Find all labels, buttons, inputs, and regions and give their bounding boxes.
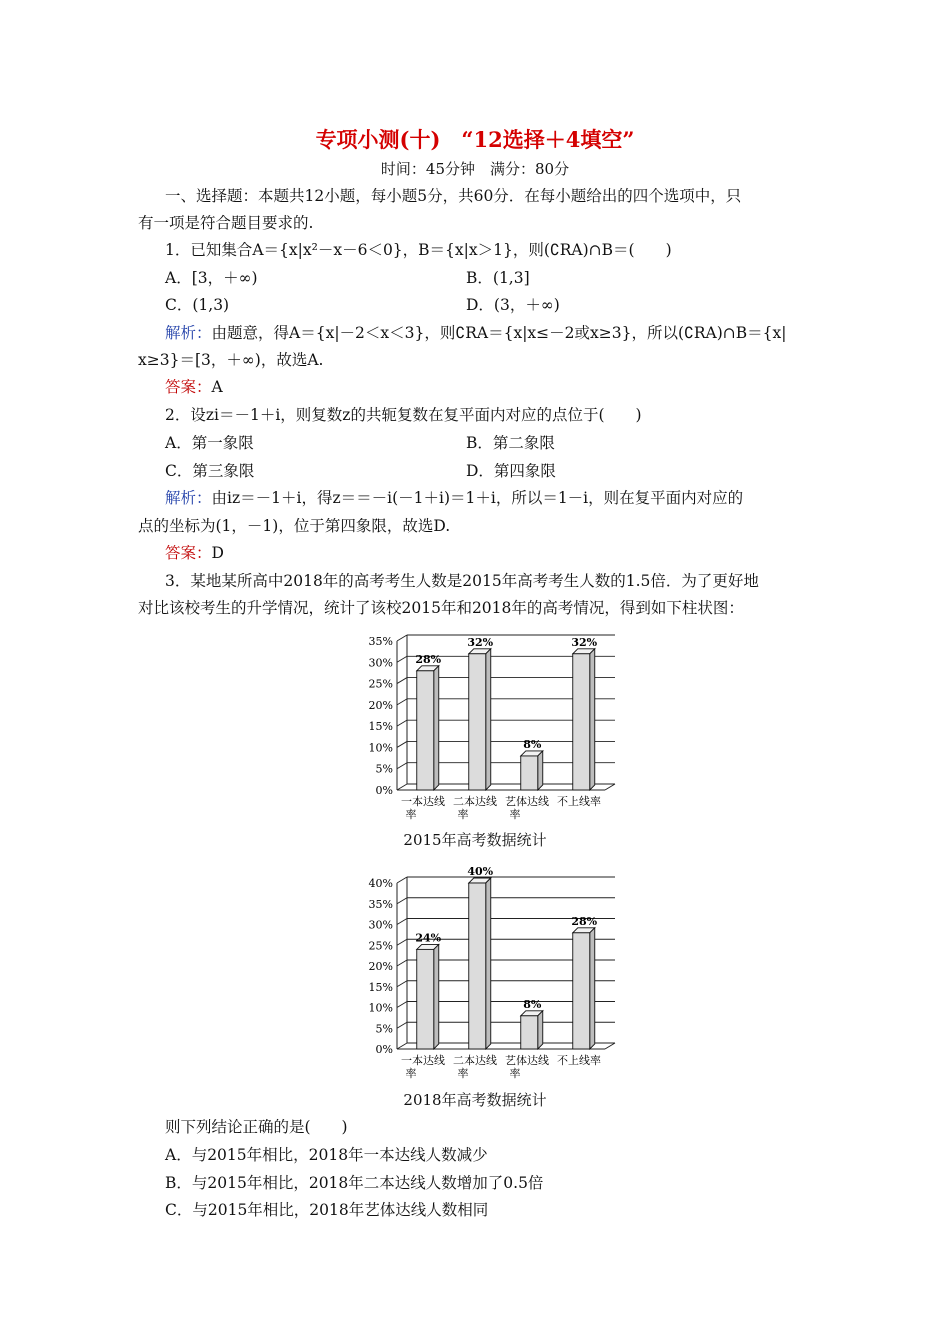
bar-value-label: 28% <box>571 914 598 928</box>
x-tick-label: 二本达线 <box>453 1054 497 1067</box>
y-tick-label: 5% <box>375 762 393 776</box>
y-tick-label: 30% <box>368 918 393 932</box>
bar-value-label: 40% <box>467 865 494 878</box>
answer-value: A <box>211 378 223 396</box>
q2-option-b: B．第二象限 <box>466 434 555 452</box>
analysis-text: 由iz＝－1＋i，得z＝＝－i(－1＋i)＝1＋i，所以＝1－i，则在复平面内对应的 <box>211 489 744 507</box>
section-heading-cont: 有一项是符合题目要求的. <box>138 214 314 232</box>
q1-option-c: C．(1,3) <box>165 296 230 314</box>
gridline-diagonal <box>397 981 407 987</box>
gridline-diagonal <box>397 678 407 684</box>
y-tick-label: 20% <box>368 960 393 973</box>
bar <box>521 756 538 790</box>
y-tick-label: 15% <box>368 980 393 994</box>
y-tick-label: 20% <box>368 698 393 712</box>
x-tick-label: 二本达线 <box>453 795 497 808</box>
bar-value-label: 28% <box>415 652 442 666</box>
q2-option-d: D．第四象限 <box>466 462 556 480</box>
gridline-diagonal <box>397 1022 407 1028</box>
q2-analysis-cont: 点的坐标为(1，－1)，位于第四象限，故选D. <box>138 517 451 535</box>
page-subtitle: 时间：45分钟 满分：80分 <box>380 160 570 178</box>
x-tick-label-cont: 率 <box>509 1067 521 1080</box>
x-tick-label-cont: 率 <box>509 808 521 821</box>
analysis-text: 由题意，得A＝{x|－2＜x＜3}，则∁RA＝{x|x≤－2或x≥3}，所以(∁RA)∩B＝{x| <box>211 324 787 342</box>
gridline-diagonal <box>397 699 407 705</box>
y-tick-label: 35% <box>368 635 393 648</box>
q1-option-d: D．(3，＋∞) <box>466 296 560 314</box>
x-tick-label-cont: 率 <box>405 808 417 821</box>
gridline-diagonal <box>397 898 407 904</box>
gridline-diagonal <box>397 939 407 945</box>
x-tick-label: 一本达线 <box>401 795 445 808</box>
y-tick-label: 0% <box>375 1043 393 1056</box>
bar-side <box>538 1011 543 1049</box>
bar <box>417 671 434 790</box>
y-tick-label: 5% <box>375 1022 393 1036</box>
gridline-diagonal <box>397 1002 407 1008</box>
y-tick-label: 0% <box>375 784 393 797</box>
bar-side <box>486 649 491 790</box>
x-tick-label: 一本达线 <box>401 1054 445 1067</box>
bar <box>573 654 590 790</box>
x-tick-label: 不上线率 <box>557 795 601 808</box>
y-tick-label: 25% <box>368 939 393 953</box>
q2-analysis <box>165 488 743 508</box>
q2-option-c: C．第三象限 <box>165 462 255 480</box>
q3-stem: 3．某地某所高中2018年的高考考生人数是2015年高考考生人数的1.5倍．为了更好地 <box>165 572 759 590</box>
y-tick-label: 25% <box>368 677 393 691</box>
q2-stem: 2．设zi＝－1＋i，则复数z的共轭复数在复平面内对应的点位于( ) <box>165 406 642 424</box>
q3-stem-cont: 对比该校考生的升学情况，统计了该校2015年和2018年的高考情况，得到如下柱状图： <box>138 599 744 617</box>
x-tick-label: 不上线率 <box>557 1054 601 1067</box>
x-tick-label: 艺体达线 <box>505 795 549 808</box>
bar <box>573 933 590 1049</box>
bar <box>417 949 434 1049</box>
bar-side <box>590 649 595 790</box>
gridline-diagonal <box>397 656 407 662</box>
gridline-diagonal <box>397 763 407 769</box>
bar <box>469 654 486 790</box>
q1-option-b: B．(1,3] <box>466 269 530 287</box>
x-tick-label-cont: 率 <box>405 1067 417 1080</box>
bar-side <box>590 928 595 1049</box>
y-tick-label: 10% <box>368 741 393 755</box>
analysis-label: 解析： <box>165 489 212 507</box>
y-tick-label: 10% <box>368 1001 393 1015</box>
q3-option-b: B．与2015年相比，2018年二本达线人数增加了0.5倍 <box>165 1174 544 1192</box>
bar-value-label: 32% <box>467 635 494 649</box>
gridline-diagonal <box>397 1043 407 1049</box>
q3-option-c: C．与2015年相比，2018年艺体达线人数相同 <box>165 1201 489 1219</box>
bar-value-label: 8% <box>523 737 542 751</box>
q1-analysis-cont: x≥3}＝[3，＋∞)，故选A. <box>138 351 324 369</box>
bar <box>469 883 486 1049</box>
q1-analysis <box>165 323 786 343</box>
x-tick-label: 艺体达线 <box>505 1054 549 1067</box>
chart-2015-caption: 2015年高考数据统计 <box>403 831 547 849</box>
chart-2018-caption: 2018年高考数据统计 <box>403 1091 547 1109</box>
gridline-diagonal <box>397 720 407 726</box>
bar-side <box>486 878 491 1049</box>
answer-label: 答案： <box>165 378 212 396</box>
bar-side <box>434 666 439 790</box>
y-tick-label: 30% <box>368 656 393 670</box>
gridline-diagonal <box>397 960 407 966</box>
gridline-diagonal <box>397 635 407 641</box>
x-axis-edge <box>605 1043 615 1049</box>
bar-value-label: 32% <box>571 635 598 649</box>
page-title: 专项小测(十) “12选择＋4填空” <box>315 127 635 152</box>
x-axis-edge <box>605 784 615 790</box>
bar-value-label: 24% <box>415 931 442 945</box>
y-tick-label: 40% <box>368 877 393 890</box>
answer-label: 答案： <box>165 544 212 562</box>
answer-value: D <box>211 544 224 562</box>
analysis-label: 解析： <box>165 324 212 342</box>
bar-side <box>538 751 543 790</box>
bar-value-label: 8% <box>523 997 542 1011</box>
bar <box>521 1016 538 1049</box>
gridline-diagonal <box>397 877 407 883</box>
q3-question: 则下列结论正确的是( ) <box>165 1118 348 1136</box>
gridline-diagonal <box>397 741 407 747</box>
gridline-diagonal <box>397 784 407 790</box>
bar-side <box>434 944 439 1049</box>
q1-option-a: A．[3，＋∞) <box>165 269 258 287</box>
q3-option-a: A．与2015年相比，2018年一本达线人数减少 <box>165 1146 488 1164</box>
section-heading: 一、选择题：本题共12小题，每小题5分，共60分．在每小题给出的四个选项中，只 <box>165 187 742 205</box>
gridline-diagonal <box>397 919 407 925</box>
q2-answer <box>165 543 224 563</box>
x-tick-label-cont: 率 <box>457 1067 469 1080</box>
x-tick-label-cont: 率 <box>457 808 469 821</box>
y-tick-label: 35% <box>368 897 393 911</box>
bar-chart-2018 <box>355 853 625 1085</box>
bar-chart-2015 <box>355 626 625 826</box>
y-tick-label: 15% <box>368 720 393 734</box>
q1-answer <box>165 377 223 397</box>
q2-option-a: A．第一象限 <box>165 434 254 452</box>
q1-stem: 1．已知集合A＝{x|x²－x－6＜0}，B＝{x|x＞1}，则(∁RA)∩B＝( ) <box>165 241 672 259</box>
